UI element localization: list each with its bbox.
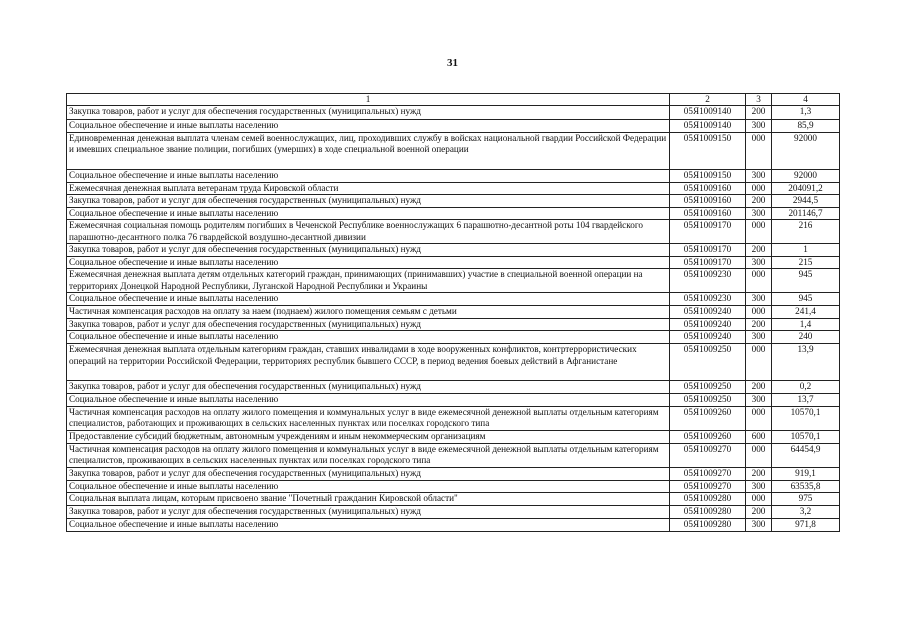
page-number: 31 bbox=[447, 57, 458, 69]
cell-sum: 919,1 bbox=[772, 467, 840, 480]
cell-code: 05Я1009260 bbox=[670, 430, 746, 443]
cell-name: Ежемесячная денежная выплата отдельным категориям граждан, ставших инвалидами в ходе вооруженных конфликтов, контртеррористических операций на территории Российской Федерации, территориях республик бывшего СССР, в период ведения боевых действий в Афганистане bbox=[67, 344, 670, 381]
cell-name: Закупка товаров, работ и услуг для обеспечения государственных (муниципальных) нужд bbox=[67, 506, 670, 519]
cell-name: Частичная компенсация расходов на оплату жилого помещения и коммунальных услуг в виде ежемесячной денежной выплаты отдельным категориям специалистов, работающих и проживающих в сельских населенных пунктах или поселках городского типа bbox=[67, 406, 670, 430]
cell-type: 200 bbox=[746, 506, 772, 519]
cell-type: 300 bbox=[746, 394, 772, 407]
cell-code: 05Я1009160 bbox=[670, 207, 746, 220]
cell-type: 000 bbox=[746, 132, 772, 169]
cell-sum: 10570,1 bbox=[772, 430, 840, 443]
cell-code: 05Я1009160 bbox=[670, 182, 746, 195]
table-row bbox=[67, 518, 840, 531]
cell-type: 000 bbox=[746, 269, 772, 293]
cell-code: 05Я1009250 bbox=[670, 344, 746, 381]
table-row bbox=[67, 480, 840, 493]
cell-sum: 10570,1 bbox=[772, 406, 840, 430]
cell-sum: 92000 bbox=[772, 132, 840, 169]
cell-type: 300 bbox=[746, 120, 772, 133]
table-row bbox=[67, 269, 840, 293]
cell-type: 000 bbox=[746, 443, 772, 467]
cell-type: 200 bbox=[746, 467, 772, 480]
cell-type: 300 bbox=[746, 480, 772, 493]
cell-name: Предоставление субсидий бюджетным, автономным учреждениям и иным некоммерческим организациям bbox=[67, 430, 670, 443]
cell-sum: 2944,5 bbox=[772, 195, 840, 208]
header-col-3: 3 bbox=[746, 94, 772, 106]
cell-type: 600 bbox=[746, 430, 772, 443]
cell-sum: 1,3 bbox=[772, 106, 840, 120]
cell-type: 000 bbox=[746, 306, 772, 319]
cell-type: 300 bbox=[746, 331, 772, 344]
cell-sum: 1,4 bbox=[772, 318, 840, 331]
budget-table bbox=[66, 93, 840, 532]
table-row bbox=[67, 132, 840, 169]
cell-name: Частичная компенсация расходов на оплату жилого помещения и коммунальных услуг в виде ежемесячной денежной выплаты отдельным категориям специалистов, проживающих в сельских населенных пунктах или поселках городского типа bbox=[67, 443, 670, 467]
cell-type: 200 bbox=[746, 244, 772, 257]
cell-name: Социальное обеспечение и иные выплаты населению bbox=[67, 480, 670, 493]
cell-type: 000 bbox=[746, 406, 772, 430]
cell-name: Закупка товаров, работ и услуг для обеспечения государственных (муниципальных) нужд bbox=[67, 244, 670, 257]
cell-name: Закупка товаров, работ и услуг для обеспечения государственных (муниципальных) нужд bbox=[67, 381, 670, 394]
cell-code: 05Я1009230 bbox=[670, 293, 746, 306]
cell-code: 05Я1009280 bbox=[670, 506, 746, 519]
cell-code: 05Я1009150 bbox=[670, 132, 746, 169]
cell-code: 05Я1009170 bbox=[670, 244, 746, 257]
cell-code: 05Я1009250 bbox=[670, 394, 746, 407]
cell-name: Ежемесячная денежная выплата ветеранам труда Кировской области bbox=[67, 182, 670, 195]
cell-code: 05Я1009170 bbox=[670, 256, 746, 269]
cell-name: Социальное обеспечение и иные выплаты населению bbox=[67, 293, 670, 306]
table-row bbox=[67, 195, 840, 208]
cell-sum: 215 bbox=[772, 256, 840, 269]
cell-type: 300 bbox=[746, 256, 772, 269]
cell-code: 05Я1009270 bbox=[670, 467, 746, 480]
cell-code: 05Я1009270 bbox=[670, 480, 746, 493]
header-col-1: 1 bbox=[67, 94, 670, 106]
table-row bbox=[67, 493, 840, 506]
cell-code: 05Я1009160 bbox=[670, 195, 746, 208]
cell-name: Ежемесячная социальная помощь родителям погибших в Чеченской Республике военнослужащих 6 парашютно-десантной роты 104 гвардейского парашютно-десантного полка 76 гвардейской воздушно-десантной дивизии bbox=[67, 220, 670, 244]
table-row bbox=[67, 394, 840, 407]
cell-code: 05Я1009280 bbox=[670, 493, 746, 506]
cell-type: 000 bbox=[746, 344, 772, 381]
cell-name: Социальное обеспечение и иные выплаты населению bbox=[67, 207, 670, 220]
cell-code: 05Я1009230 bbox=[670, 269, 746, 293]
cell-code: 05Я1009240 bbox=[670, 318, 746, 331]
table-row bbox=[67, 506, 840, 519]
cell-name: Социальное обеспечение и иные выплаты населению bbox=[67, 331, 670, 344]
cell-type: 300 bbox=[746, 293, 772, 306]
cell-name: Ежемесячная денежная выплата детям отдельных категорий граждан, принимающих (принимавших) участие в специальной военной операции на территориях Донецкой Народной Республики, Луганской Народной Республики и Украины bbox=[67, 269, 670, 293]
cell-name: Закупка товаров, работ и услуг для обеспечения государственных (муниципальных) нужд bbox=[67, 467, 670, 480]
cell-sum: 85,9 bbox=[772, 120, 840, 133]
cell-code: 05Я1009170 bbox=[670, 220, 746, 244]
table-row bbox=[67, 344, 840, 381]
cell-sum: 241,4 bbox=[772, 306, 840, 319]
cell-code: 05Я1009240 bbox=[670, 331, 746, 344]
cell-code: 05Я1009250 bbox=[670, 381, 746, 394]
cell-name: Частичная компенсация расходов на оплату за наем (поднаем) жилого помещения семьям с детьми bbox=[67, 306, 670, 319]
table-row bbox=[67, 467, 840, 480]
cell-name: Социальная выплата лицам, которым присвоено звание "Почетный гражданин Кировской области" bbox=[67, 493, 670, 506]
table-header-row bbox=[67, 94, 840, 106]
cell-type: 300 bbox=[746, 169, 772, 182]
table-row bbox=[67, 406, 840, 430]
cell-code: 05Я1009260 bbox=[670, 406, 746, 430]
cell-code: 05Я1009140 bbox=[670, 120, 746, 133]
cell-sum: 1 bbox=[772, 244, 840, 257]
table-row bbox=[67, 106, 840, 120]
header-col-4: 4 bbox=[772, 94, 840, 106]
cell-type: 000 bbox=[746, 493, 772, 506]
cell-sum: 63535,8 bbox=[772, 480, 840, 493]
cell-sum: 975 bbox=[772, 493, 840, 506]
cell-sum: 92000 bbox=[772, 169, 840, 182]
cell-type: 300 bbox=[746, 518, 772, 531]
cell-sum: 64454,9 bbox=[772, 443, 840, 467]
table-row bbox=[67, 169, 840, 182]
cell-code: 05Я1009240 bbox=[670, 306, 746, 319]
table-row bbox=[67, 318, 840, 331]
table-row bbox=[67, 182, 840, 195]
cell-sum: 945 bbox=[772, 269, 840, 293]
cell-name: Единовременная денежная выплата членам семей военнослужащих, лиц, проходивших службу в войсках национальной гвардии Российской Федерации и имевших специальное звание полиции, погибших (умерших) в ходе специальной военной операции bbox=[67, 132, 670, 169]
cell-name: Социальное обеспечение и иные выплаты населению bbox=[67, 518, 670, 531]
cell-name: Социальное обеспечение и иные выплаты населению bbox=[67, 120, 670, 133]
cell-type: 000 bbox=[746, 220, 772, 244]
cell-code: 05Я1009150 bbox=[670, 169, 746, 182]
table-row bbox=[67, 120, 840, 133]
header-col-2: 2 bbox=[670, 94, 746, 106]
table-row bbox=[67, 306, 840, 319]
cell-sum: 0,2 bbox=[772, 381, 840, 394]
cell-name: Социальное обеспечение и иные выплаты населению bbox=[67, 256, 670, 269]
cell-name: Социальное обеспечение и иные выплаты населению bbox=[67, 169, 670, 182]
cell-sum: 204091,2 bbox=[772, 182, 840, 195]
cell-sum: 971,8 bbox=[772, 518, 840, 531]
cell-type: 200 bbox=[746, 318, 772, 331]
table-row bbox=[67, 244, 840, 257]
cell-sum: 201146,7 bbox=[772, 207, 840, 220]
table-row bbox=[67, 207, 840, 220]
table-row bbox=[67, 381, 840, 394]
cell-code: 05Я1009140 bbox=[670, 106, 746, 120]
cell-name: Закупка товаров, работ и услуг для обеспечения государственных (муниципальных) нужд bbox=[67, 318, 670, 331]
cell-type: 300 bbox=[746, 207, 772, 220]
cell-sum: 13,7 bbox=[772, 394, 840, 407]
cell-type: 000 bbox=[746, 182, 772, 195]
table-row bbox=[67, 430, 840, 443]
table-row bbox=[67, 293, 840, 306]
cell-name: Закупка товаров, работ и услуг для обеспечения государственных (муниципальных) нужд bbox=[67, 106, 670, 120]
cell-code: 05Я1009270 bbox=[670, 443, 746, 467]
cell-code: 05Я1009280 bbox=[670, 518, 746, 531]
cell-sum: 13,9 bbox=[772, 344, 840, 381]
cell-sum: 945 bbox=[772, 293, 840, 306]
cell-sum: 216 bbox=[772, 220, 840, 244]
table-row bbox=[67, 331, 840, 344]
table-row bbox=[67, 256, 840, 269]
budget-table-body bbox=[67, 94, 840, 532]
cell-type: 200 bbox=[746, 195, 772, 208]
cell-sum: 3,2 bbox=[772, 506, 840, 519]
cell-name: Закупка товаров, работ и услуг для обеспечения государственных (муниципальных) нужд bbox=[67, 195, 670, 208]
table-row bbox=[67, 443, 840, 467]
table-row bbox=[67, 220, 840, 244]
cell-name: Социальное обеспечение и иные выплаты населению bbox=[67, 394, 670, 407]
cell-type: 200 bbox=[746, 106, 772, 120]
cell-sum: 240 bbox=[772, 331, 840, 344]
cell-type: 200 bbox=[746, 381, 772, 394]
